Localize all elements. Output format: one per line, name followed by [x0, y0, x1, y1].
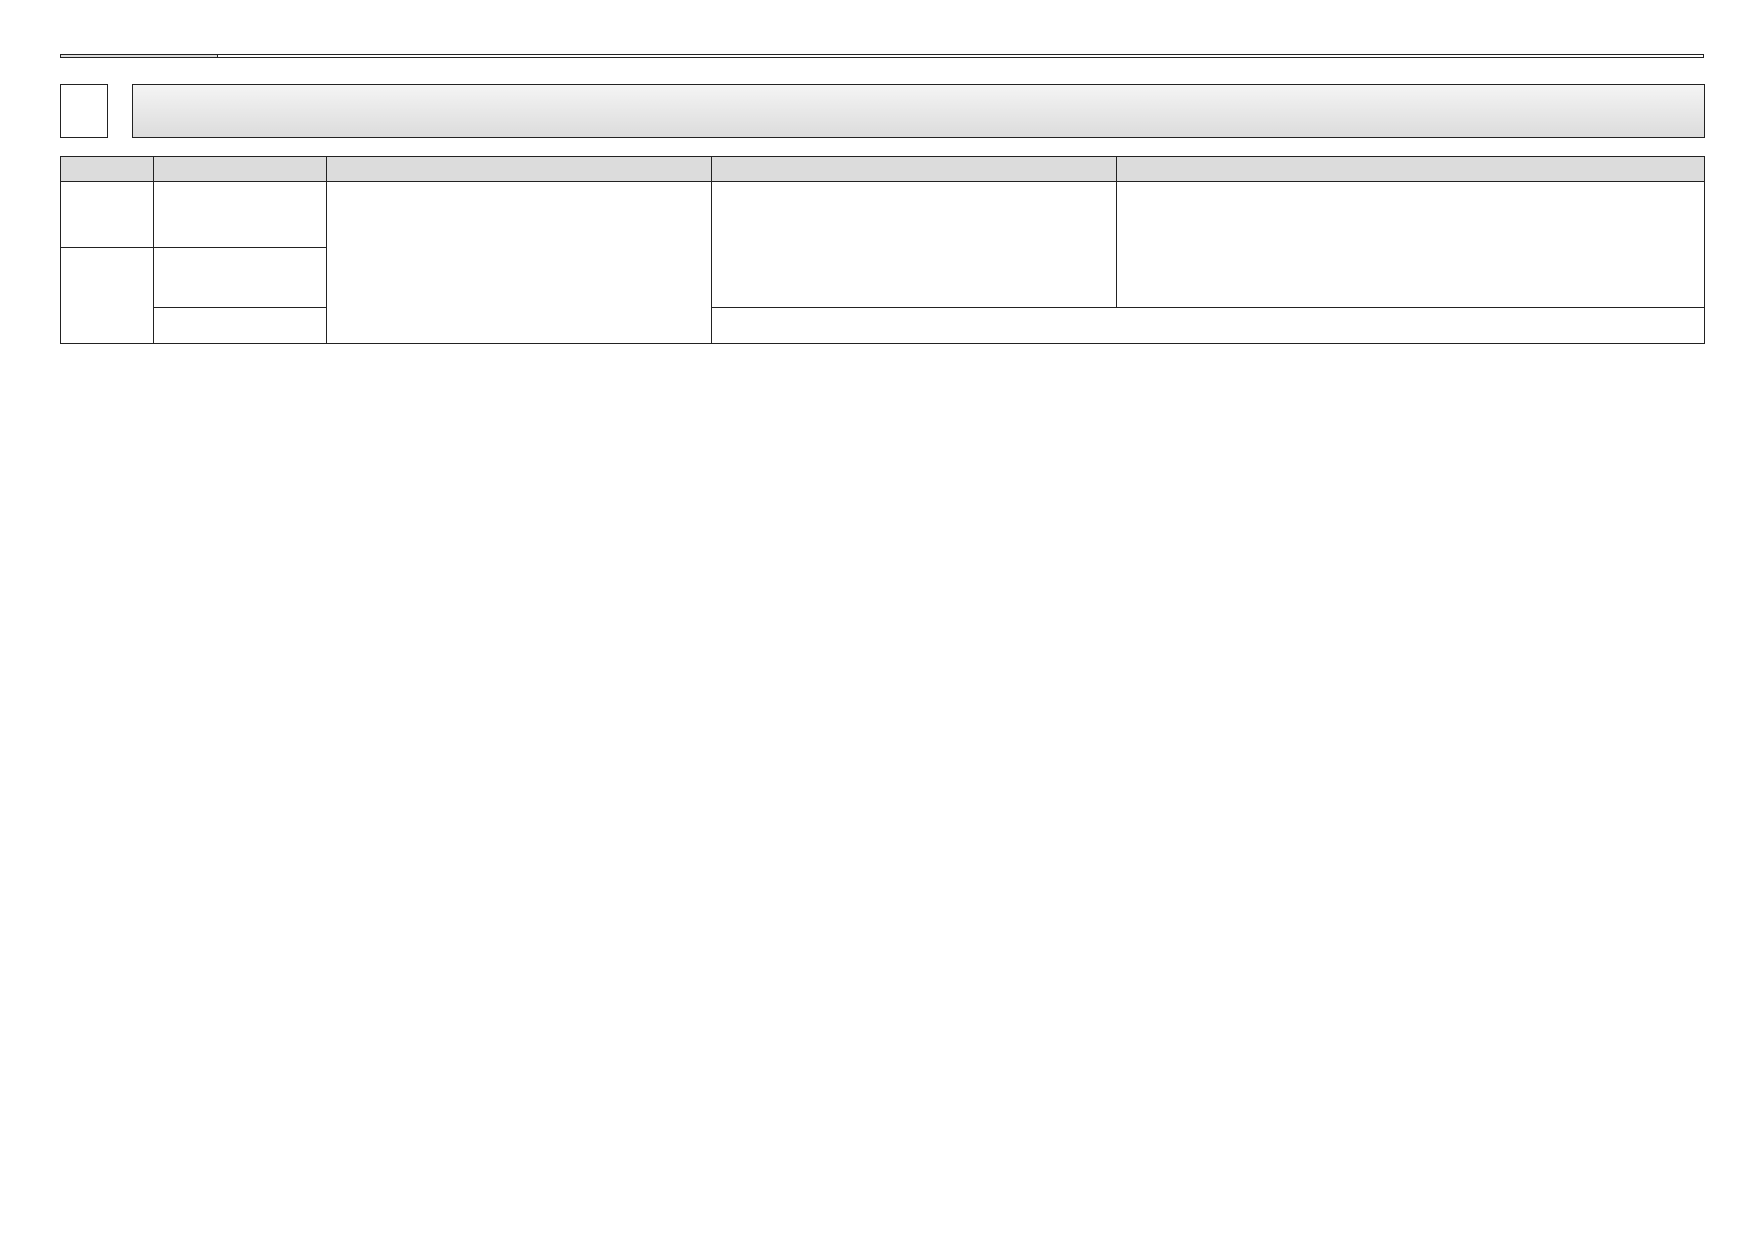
documents-cell — [712, 182, 1117, 308]
header-documents — [712, 157, 1117, 182]
top-table-body — [218, 55, 1703, 57]
header-contract — [1117, 157, 1705, 182]
special-target — [154, 182, 327, 248]
document-page — [60, 54, 1705, 346]
section-number — [60, 84, 108, 138]
header-category — [61, 157, 154, 182]
contract-cell — [1117, 182, 1705, 308]
schedule-row-special — [61, 182, 1705, 248]
header-target — [154, 157, 327, 182]
section-heading — [60, 84, 1705, 138]
header-announce — [327, 157, 712, 182]
rank2-note — [712, 308, 1705, 344]
top-notice-table — [60, 54, 1704, 58]
schedule-row-general-2 — [61, 308, 1705, 344]
special-label — [61, 182, 154, 248]
announce-cell — [327, 182, 712, 344]
general-rank2 — [154, 308, 327, 344]
section-title — [132, 84, 1705, 138]
top-table-label-cell — [61, 55, 218, 57]
general-label — [61, 248, 154, 344]
schedule-header-row — [61, 157, 1705, 182]
general-rank1 — [154, 248, 327, 308]
schedule-table — [60, 156, 1705, 344]
